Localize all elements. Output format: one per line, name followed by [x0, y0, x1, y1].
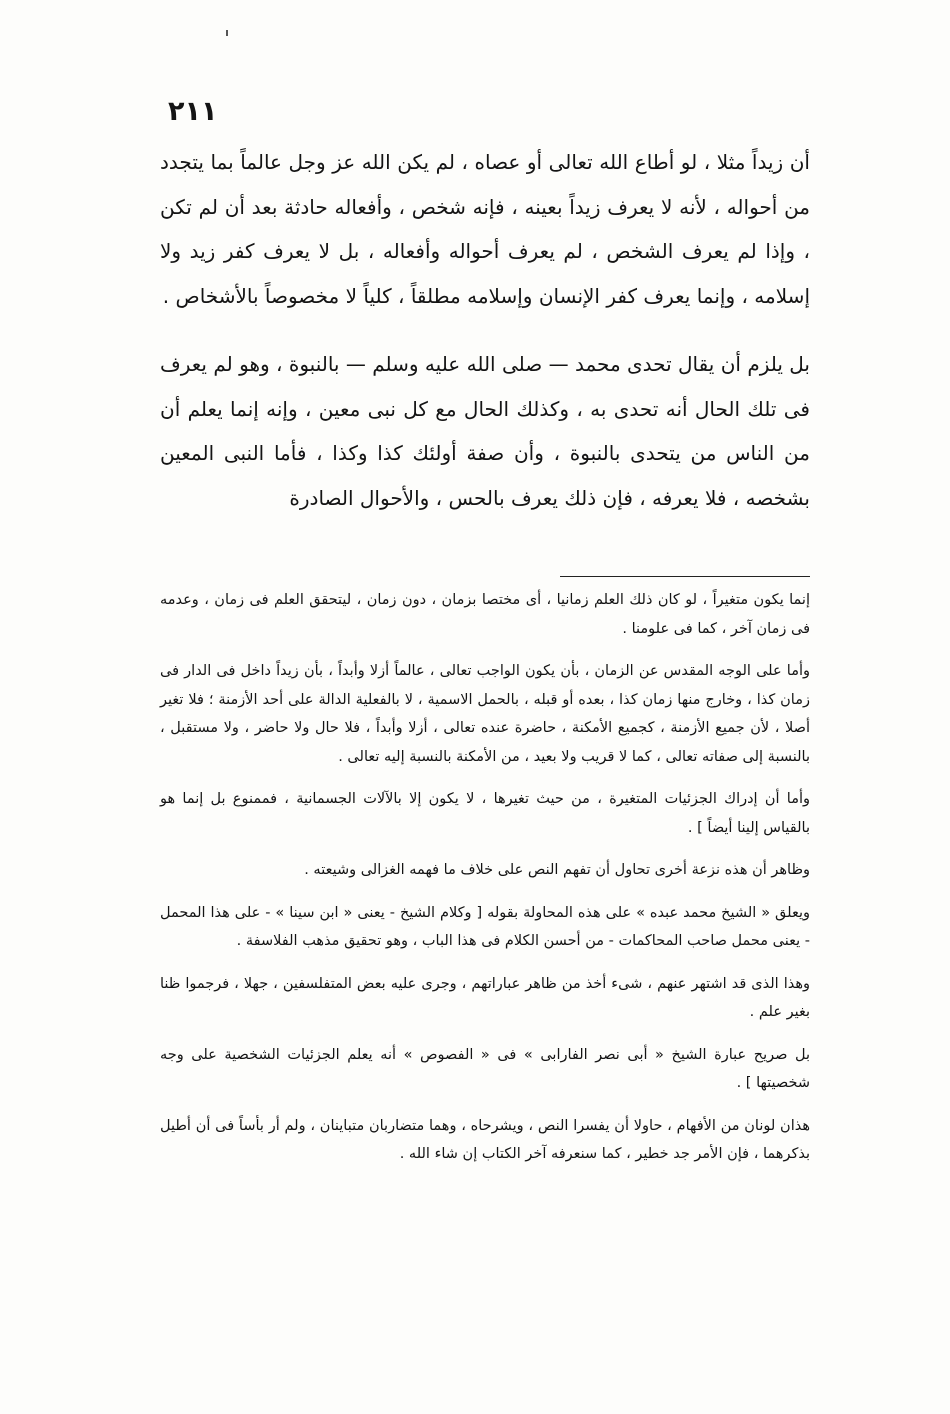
footnote-paragraph-6: وهذا الذى قد اشتهر عنهم ، شىء أخذ من ظاهر عباراتهم ، وجرى عليه بعض المتفلسفين ، جهلا ، فرجموا ظنا بغير علم . [160, 975, 810, 1020]
footnote-paragraph-4: وظاهر أن هذه نزعة أخرى تحاول أن تفهم النص على خلاف ما فهمه الغزالى وشيعته . [304, 862, 810, 878]
footnote-paragraph-1: إنما يكون متغيراً ، لو كان ذلك العلم زمانيا ، أى مختصا بزمان ، دون زمان ، ليتحقق العلم فى زمان ، وعدمه فى زمان آخر ، كما فى علومنا . [160, 592, 810, 637]
print-speck [226, 30, 228, 36]
footnote-paragraph-8: هذان لونان من الأفهام ، حاولا أن يفسرا النص ، ويشرحاه ، وهما متضاربان متباينان ، ولم أر بأساً فى أن أطيل بذكرهما ، فإن الأمر جد خطير ، كما سنعرفه آخر الكتاب إن شاء الله . [160, 1117, 810, 1162]
footnote-divider [560, 576, 810, 577]
main-paragraph-2: بل يلزم أن يقال تحدى محمد — صلى الله عليه وسلم — بالنبوة ، وهو لم يعرف فى تلك الحال أنه تحدى به ، وكذلك الحال مع كل نبى معين ، وإنه إنما يعلم أن من الناس من يتحدى بالنبوة ، وأن صفة أولئك كذا وكذا ، فأما النبى المعين بشخصه ، فلا يعرفه ، فإن ذلك يعرف بالحس ، والأحوال الصادرة [160, 352, 810, 510]
footnote-paragraph-5: ويعلق « الشيخ محمد عبده » على هذه المحاولة بقوله [ وكلام الشيخ - يعنى « ابن سينا » - على هذا المحمل - يعنى محمل صاحب المحاكمات - من أحسن الكلام فى هذا الباب ، وهو تحقيق مذهب الفلاسفة . [160, 904, 810, 949]
footnote-paragraph-2: وأما على الوجه المقدس عن الزمان ، بأن يكون الواجب تعالى ، عالماً أزلا وأبداً ، بأن زيداً داخل فى الدار فى زمان كذا ، وخارج منها زمان كذا ، بعده أو قبله ، بالحمل الاسمية ، لا بالفعلية الدالة على أحد الأزمنة ؛ فلا تغير أصلا ، لأن جميع الأزمنة ، كجميع الأمكنة ، حاضرة عنده تعالى ، أزلا وأبداً ، فلا حال ولا حاضر ، ولا مستقبل ، بالنسبة إلى صفاته تعالى ، كما لا قريب ولا بعيد ، من الأمكنة بالنسبة إليه تعالى . [160, 663, 810, 765]
page-number: ٢١١ [168, 96, 218, 127]
footnote-paragraph-3: وأما أن إدراك الجزئيات المتغيرة ، من حيث تغيرها ، لا يكون إلا بالآلات الجسمانية ، فممنوع بل إنما هو بالقياس إلينا أيضاً ] . [160, 791, 810, 836]
main-text [160, 140, 810, 520]
main-paragraph-1: أن زيداً مثلا ، لو أطاع الله تعالى أو عصاه ، لم يكن الله عز وجل عالماً بما يتجدد من أحواله ، لأنه لا يعرف زيداً بعينه ، فإنه شخص ، وأفعاله حادثة بعد أن لم تكن ، وإذا لم يعرف الشخص ، لم يعرف أحواله وأفعاله ، بل لا يعرف كفر زيد ولا إسلامه ، وإنما يعرف كفر الإنسان وإسلامه مطلقاً ، كلياً لا مخصوصاً بالأشخاص . [160, 150, 810, 308]
footnotes [160, 586, 810, 1183]
footnote-paragraph-7: بل صريح عبارة الشيخ « أبى نصر الفارابى » فى « الفصوص » أنه يعلم الجزئيات الشخصية على وجه شخصيتها ] . [160, 1046, 810, 1091]
